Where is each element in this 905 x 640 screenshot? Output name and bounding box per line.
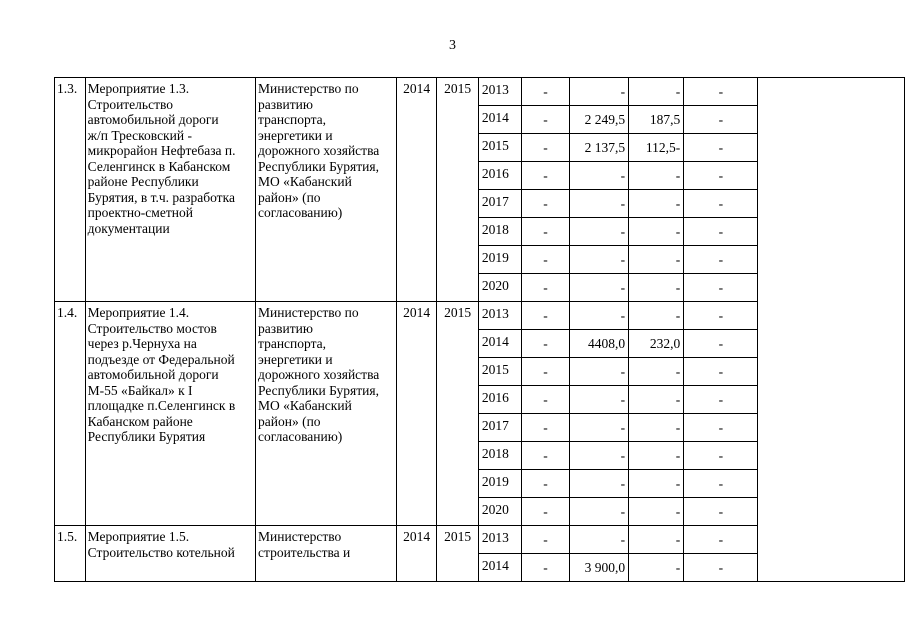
value-col-2: - (569, 414, 628, 442)
value-col-4: - (684, 330, 758, 358)
value-col-1: - (522, 526, 570, 554)
value-col-2: - (569, 274, 628, 302)
program-table (54, 77, 905, 582)
value-col-1: - (522, 218, 570, 246)
value-col-1: - (522, 274, 570, 302)
row-year: 2014 (478, 554, 521, 582)
row-year: 2016 (478, 162, 521, 190)
value-col-3: - (629, 554, 684, 582)
row-year: 2018 (478, 442, 521, 470)
row-year: 2014 (478, 330, 521, 358)
value-col-2: 2 137,5 (569, 134, 628, 162)
value-col-1: - (522, 162, 570, 190)
value-col-2: 4408,0 (569, 330, 628, 358)
value-col-4: - (684, 274, 758, 302)
value-col-4: - (684, 386, 758, 414)
row-year: 2019 (478, 470, 521, 498)
executor-name: Министерство по развитию транспорта, энергетики и дорожного хозяйства Республики Бурятия, МО «Кабанский район» (по согласованию) (256, 302, 397, 526)
row-year: 2020 (478, 274, 521, 302)
value-col-4: - (684, 246, 758, 274)
row-year: 2013 (478, 526, 521, 554)
value-col-3: - (629, 302, 684, 330)
value-col-2: - (569, 498, 628, 526)
value-col-4: - (684, 134, 758, 162)
value-col-2: 2 249,5 (569, 106, 628, 134)
value-col-4: - (684, 414, 758, 442)
value-col-4: - (684, 78, 758, 106)
value-col-3: - (629, 414, 684, 442)
table-body (55, 78, 905, 582)
measure-name: Мероприятие 1.4. Строительство мостов через р.Чернуха на подъезде от Федеральной автомобильной дороги М-55 «Байкал» к I площадке п.Селенгинск в Кабанском районе Республики Бурятия (85, 302, 255, 526)
value-col-3: - (629, 78, 684, 106)
value-col-4: - (684, 358, 758, 386)
value-col-4: - (684, 162, 758, 190)
value-col-3: - (629, 442, 684, 470)
row-year: 2013 (478, 78, 521, 106)
value-col-3: - (629, 498, 684, 526)
value-col-2: - (569, 162, 628, 190)
value-col-2: - (569, 302, 628, 330)
row-year: 2018 (478, 218, 521, 246)
value-col-4: - (684, 554, 758, 582)
value-col-3: - (629, 162, 684, 190)
value-col-1: - (522, 470, 570, 498)
section-number: 1.5. (55, 526, 86, 582)
value-col-3: - (629, 190, 684, 218)
value-col-1: - (522, 330, 570, 358)
value-col-4: - (684, 190, 758, 218)
value-col-3: - (629, 358, 684, 386)
section-number: 1.4. (55, 302, 86, 526)
value-col-1: - (522, 498, 570, 526)
value-col-2: - (569, 246, 628, 274)
executor-name: Министерство по развитию транспорта, энергетики и дорожного хозяйства Республики Бурятия, МО «Кабанский район» (по согласованию) (256, 78, 397, 302)
value-col-2: - (569, 386, 628, 414)
value-col-1: - (522, 358, 570, 386)
value-col-1: - (522, 442, 570, 470)
value-col-4: - (684, 526, 758, 554)
value-col-3: 112,5- (629, 134, 684, 162)
row-year: 2015 (478, 134, 521, 162)
value-col-2: - (569, 190, 628, 218)
start-year: 2014 (396, 78, 436, 302)
value-col-3: - (629, 218, 684, 246)
value-col-3: - (629, 386, 684, 414)
value-col-2: - (569, 218, 628, 246)
row-year: 2015 (478, 358, 521, 386)
section-number: 1.3. (55, 78, 86, 302)
start-year: 2014 (396, 302, 436, 526)
value-col-3: - (629, 470, 684, 498)
page-number: 3 (449, 38, 456, 53)
value-col-2: - (569, 358, 628, 386)
row-year: 2013 (478, 302, 521, 330)
value-col-2: - (569, 526, 628, 554)
blank-column (758, 78, 905, 582)
value-col-1: - (522, 106, 570, 134)
value-col-4: - (684, 106, 758, 134)
value-col-2: - (569, 78, 628, 106)
value-col-3: - (629, 246, 684, 274)
row-year: 2019 (478, 246, 521, 274)
value-col-1: - (522, 134, 570, 162)
value-col-4: - (684, 442, 758, 470)
start-year: 2014 (396, 526, 436, 582)
value-col-3: 187,5 (629, 106, 684, 134)
end-year: 2015 (437, 78, 478, 302)
measure-name: Мероприятие 1.3. Строительство автомобильной дороги ж/п Тресковский - микрорайон Нефтебаза п. Селенгинск в Кабанском районе Республики Бурятия, в т.ч. разработка проектно-сметной документации (85, 78, 255, 302)
executor-name: Министерство строительства и (256, 526, 397, 582)
value-col-1: - (522, 246, 570, 274)
value-col-4: - (684, 470, 758, 498)
end-year: 2015 (437, 302, 478, 526)
row-year: 2017 (478, 414, 521, 442)
value-col-4: - (684, 218, 758, 246)
value-col-2: 3 900,0 (569, 554, 628, 582)
value-col-2: - (569, 442, 628, 470)
value-col-2: - (569, 470, 628, 498)
value-col-3: - (629, 274, 684, 302)
row-year: 2014 (478, 106, 521, 134)
value-col-1: - (522, 302, 570, 330)
row-year: 2017 (478, 190, 521, 218)
end-year: 2015 (437, 526, 478, 582)
value-col-1: - (522, 554, 570, 582)
value-col-1: - (522, 414, 570, 442)
value-col-1: - (522, 190, 570, 218)
value-col-1: - (522, 386, 570, 414)
measure-name: Мероприятие 1.5. Строительство котельной (85, 526, 255, 582)
value-col-1: - (522, 78, 570, 106)
value-col-4: - (684, 302, 758, 330)
table-row (55, 78, 905, 106)
row-year: 2016 (478, 386, 521, 414)
row-year: 2020 (478, 498, 521, 526)
value-col-3: 232,0 (629, 330, 684, 358)
value-col-4: - (684, 498, 758, 526)
value-col-3: - (629, 526, 684, 554)
